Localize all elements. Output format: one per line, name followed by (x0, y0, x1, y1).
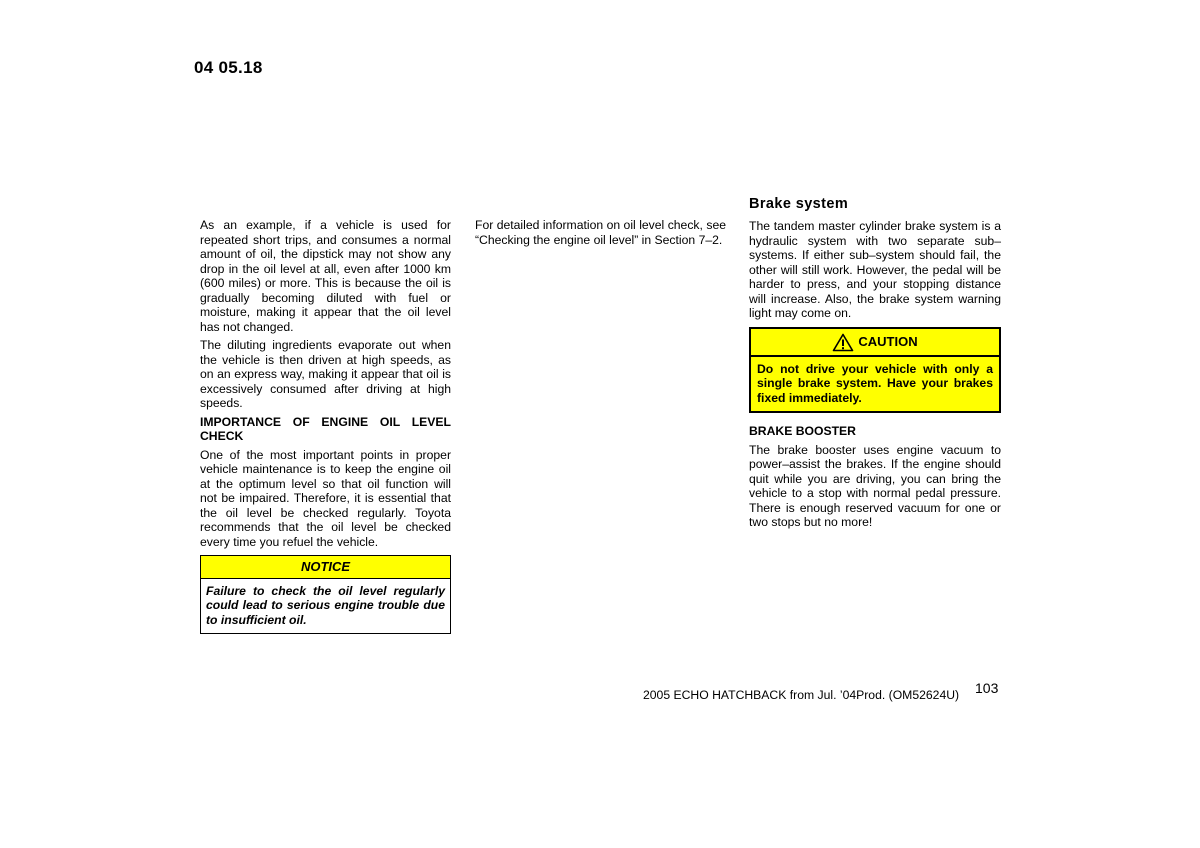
caution-header (751, 329, 999, 357)
notice-text: Failure to check the oil level regularly could lead to serious engine trouble due to insufficient oil. (206, 583, 445, 627)
paragraph: For detailed information on oil level check, see “Checking the engine oil level” in Section 7–2. (475, 218, 726, 247)
subheading: IMPORTANCE OF ENGINE OIL LEVEL CHECK (200, 414, 451, 443)
caution-title: CAUTION (858, 333, 918, 349)
section-title: Brake system (749, 196, 849, 212)
notice-title: NOTICE (201, 556, 450, 579)
notice-box (200, 555, 451, 634)
subheading: BRAKE BOOSTER (749, 424, 856, 438)
footer-text: 2005 ECHO HATCHBACK from Jul. ’04Prod. (OM52624U) (643, 688, 960, 702)
header-date: 04 05.18 (194, 58, 263, 77)
column-left (200, 218, 451, 634)
caution-box (749, 327, 1001, 414)
column-right (749, 195, 1001, 534)
caution-text: Do not drive your vehicle with only a single brake system. Have your brakes fixed immediately. (751, 357, 999, 412)
paragraph: One of the most important points in proper vehicle maintenance is to keep the engine oil at the optimum level so that oil function will not be impaired. Therefore, it is essential that the oil level be checked regularly. Toyota recommends that the oil level be checked every time you refuel the vehicle. (200, 447, 451, 549)
warning-triangle-icon (832, 333, 854, 352)
column-middle (475, 218, 726, 251)
page-number: 103 (975, 680, 999, 696)
paragraph: The diluting ingredients evaporate out when the vehicle is then driven at high speeds, as on an express way, making it appear that oil is excessively consumed after driving at high speeds. (200, 338, 451, 410)
paragraph: The tandem master cylinder brake system is a hydraulic system with two separate sub–systems. If either sub–system should fail, the other will still work. However, the pedal will be harder to press, and your stopping distance will increase. Also, the brake system warning light may come on. (749, 219, 1001, 320)
paragraph: As an example, if a vehicle is used for repeated short trips, and consumes a normal amount of oil, the dipstick may not show any drop in the oil level at all, even after 1000 km (600 miles) or more. This is because the oil is gradually becoming diluted with fuel or moisture, making it appear that the oil level has not changed. (200, 218, 451, 334)
paragraph: The brake booster uses engine vacuum to power–assist the brakes. If the engine should quit while you are driving, you can bring the vehicle to a stop with normal pedal pressure. There is enough reserved vacuum for one or two stops but no more! (749, 442, 1001, 529)
